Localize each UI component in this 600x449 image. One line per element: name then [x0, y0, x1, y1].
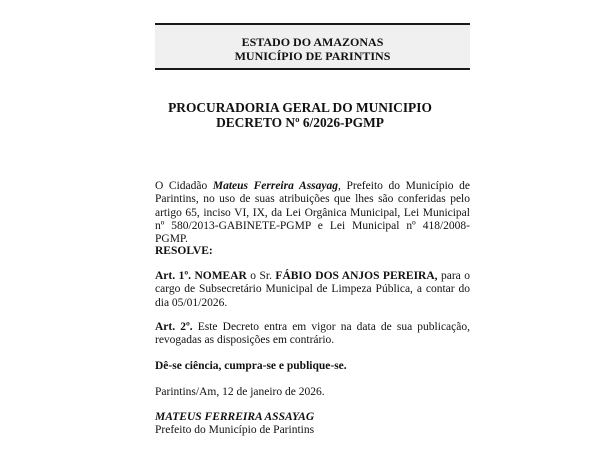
document-header	[155, 23, 470, 70]
place-and-date: Parintins/Am, 12 de janeiro de 2026.	[155, 386, 325, 398]
signatory-role: Prefeito do Município de Parintins	[155, 424, 315, 436]
title-office: PROCURADORIA GERAL DO MUNICIPIO	[168, 100, 432, 115]
article-1	[155, 270, 470, 310]
title-decree-number: DECRETO Nº 6/2026-PGMP	[216, 115, 384, 130]
intro-prefix: O Cidadão	[155, 180, 213, 192]
header-state: ESTADO DO AMAZONAS	[241, 35, 384, 49]
article-1-label: Art. 1º.	[155, 270, 191, 282]
article-1-text: para o cargo de Subsecretário Municipal de Limpeza Pública, a contar do dia 05/01/2026.	[155, 270, 470, 309]
article-2	[155, 321, 470, 348]
article-2-text: Este Decreto entra em vigor na data de sua publicação, revogadas as disposições em contrário.	[155, 321, 470, 347]
appointee-name: FÁBIO DOS ANJOS PEREIRA,	[275, 270, 438, 282]
article-2-label: Art. 2º.	[155, 321, 193, 333]
intro-rest: , Prefeito do Município de Parintins, no uso de suas atribuições que lhes são conferidas pelo artigo 65, inciso VI, IX, da Lei Orgânica Municipal, Lei Municipal nº 580/2013-GABINETE-PGMP e Lei Municipal nº 418/2008-PGMP.	[155, 180, 470, 246]
article-1-text-before: o Sr.	[246, 270, 276, 282]
document-title	[130, 100, 470, 130]
mayor-name: Mateus Ferreira Assayag	[212, 180, 338, 192]
header-municipality: MUNICÍPIO DE PARINTINS	[234, 49, 391, 63]
article-1-action: NOMEAR	[194, 270, 247, 282]
signatory-name: MATEUS FERREIRA ASSAYAG	[155, 411, 315, 423]
resolve-heading: RESOLVE:	[155, 245, 213, 257]
intro-paragraph	[155, 180, 470, 246]
closing-statement: Dê-se ciência, cumpra-se e publique-se.	[155, 360, 347, 372]
